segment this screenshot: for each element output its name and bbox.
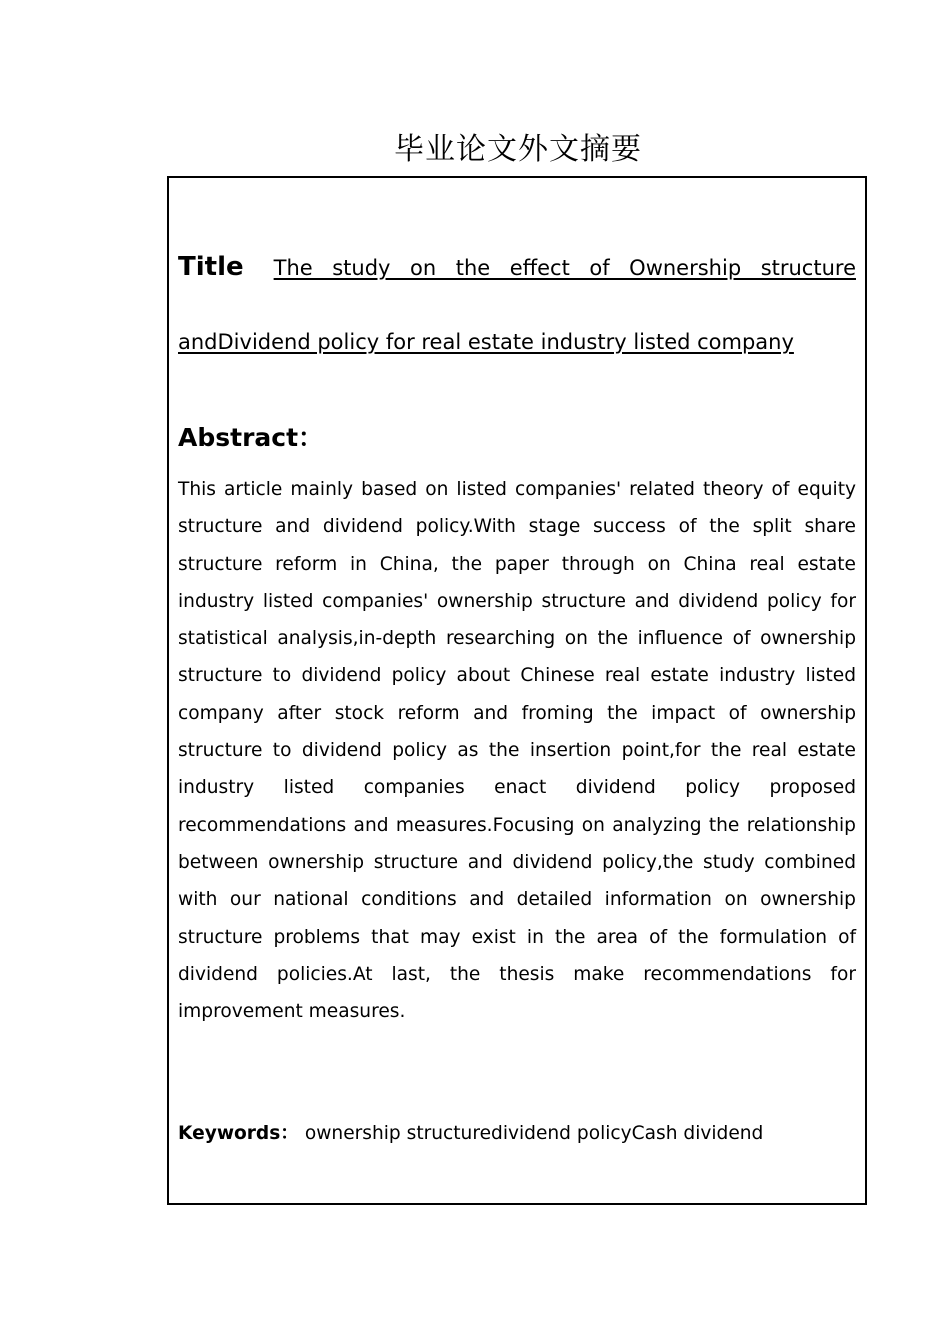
keywords-label: Keywords：: [178, 1123, 299, 1144]
keywords-line: [178, 1119, 763, 1149]
page-heading: 毕业论文外文摘要: [394, 132, 642, 167]
title-text: The study on the effect of Ownership structure andDividend policy for real estate industry listed company: [178, 256, 856, 354]
keywords-text: ownership structuredividend policyCash dividend: [304, 1123, 764, 1144]
title-block: [178, 230, 856, 379]
title-label: Title: [178, 252, 244, 282]
abstract-label: Abstract：: [178, 423, 324, 452]
abstract-body: This article mainly based on listed companies' related theory of equity structure and dividend policy.With stage success of the split share structure reform in China, the paper through on China real estate industry listed companies' ownership structure and dividend policy for statistical analysis,in-depth researching on the influence of ownership structure to dividend policy about Chinese real estate industry listed company after stock reform and froming the impact of ownership structure to dividend policy as the insertion point,for the real estate industry listed companies enact dividend policy proposed recommendations and measures.Focusing on analyzing the relationship between ownership structure and dividend policy,the study combined with our national conditions and detailed information on ownership structure problems that may exist in the area of the formulation of dividend policies.At last, the thesis make recommendations for improvement measures.: [178, 479, 856, 1023]
abstract-box: [167, 176, 867, 1205]
